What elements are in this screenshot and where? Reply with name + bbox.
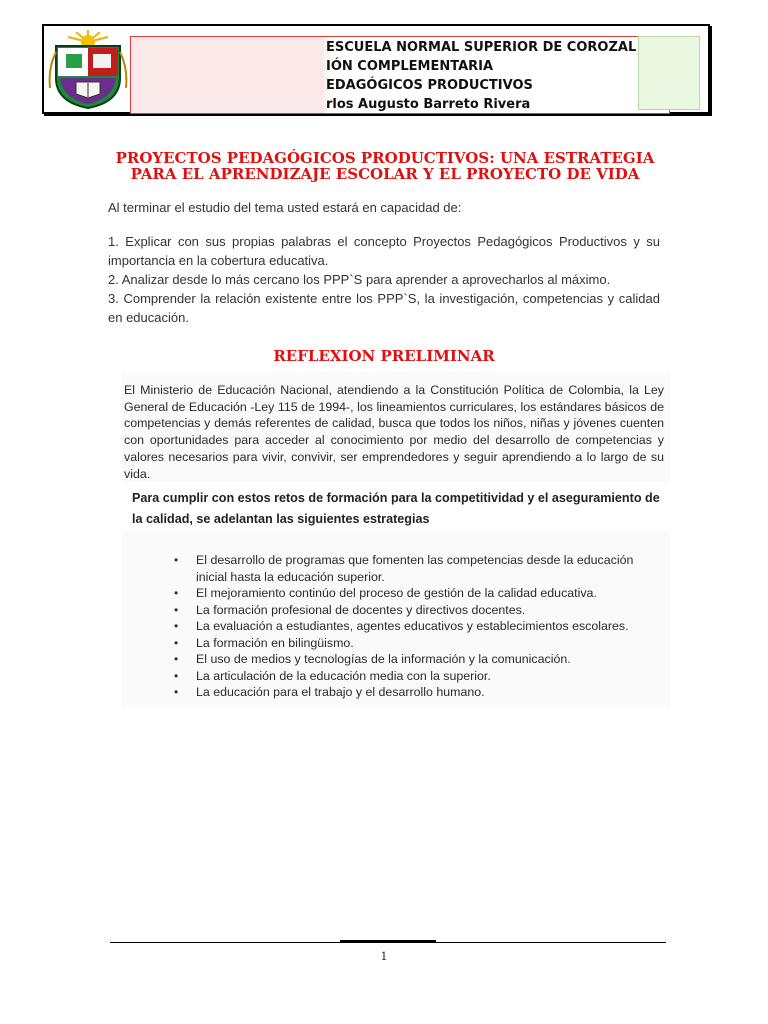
header-line-2: IÓN COMPLEMENTARIA xyxy=(326,59,494,74)
list-item: • El mejoramiento continúo del proceso de gestión de la calidad educativa. xyxy=(174,586,597,600)
list-item: • La educación para el trabajo y el desarrollo humano. xyxy=(174,685,485,699)
bullet-icon: • xyxy=(174,619,179,633)
school-shield-logo xyxy=(46,28,130,110)
objective-item: 1. Explicar con sus propias palabras el concepto Proyectos Pedagógicos Productivos y su importancia en la cobertura educativa. xyxy=(108,234,660,268)
list-item: • El desarrollo de programas que fomenten las competencias desde la educación inicial hasta la educación superior. xyxy=(174,553,634,584)
bullet-icon: • xyxy=(174,602,179,617)
title-line-2: PARA EL APRENDIZAJE ESCOLAR Y EL PROYECTO DE VIDA xyxy=(130,165,640,183)
embedded-text-image xyxy=(122,372,670,708)
bullet-icon: • xyxy=(174,685,179,699)
list-item: • La articulación de la educación media con la superior. xyxy=(174,668,491,683)
objective-item: 2. Analizar desde lo más cercano los PPP`S para aprender a aprovecharlos al máximo. xyxy=(108,272,611,287)
list-item: • La formación profesional de docentes y directivos docentes. xyxy=(174,602,526,617)
header-line-1: ESCUELA NORMAL SUPERIOR DE COROZAL xyxy=(326,40,637,55)
strategies-intro: Para cumplir con estos retos de formación para la competitividad y el aseguramiento de la calidad, se adelantan las siguientes estrategias xyxy=(132,491,660,526)
section-heading: REFLEXION PRELIMINAR xyxy=(273,347,495,365)
footer-rule-accent xyxy=(340,940,436,943)
header-green-box xyxy=(638,36,700,110)
header-title-lines xyxy=(326,38,636,114)
list-item: • La formación en bilingüismo. xyxy=(174,635,354,650)
list-item: • El uso de medios y tecnologías de la información y la comunicación. xyxy=(174,652,571,666)
intro-text: Al terminar el estudio del tema usted estará en capacidad de: xyxy=(108,200,462,215)
page-number: 1 xyxy=(380,950,388,963)
bullet-icon: • xyxy=(174,553,179,567)
title-line-1: PROYECTOS PEDAGÓGICOS PRODUCTIVOS: UNA ESTRATEGIA xyxy=(115,149,655,167)
bullet-icon: • xyxy=(174,586,179,600)
header-line-4: rlos Augusto Barreto Rivera xyxy=(326,97,531,112)
document-header xyxy=(42,24,710,114)
objective-item: 3. Comprender la relación existente entre los PPP`S, la investigación, competencias y calidad en educación. xyxy=(108,291,660,325)
bullet-icon: • xyxy=(174,635,179,650)
ministry-paragraph: El Ministerio de Educación Nacional, atendiendo a la Constitución Política de Colombia, la Ley General de Educación -Ley 115 de 1994-, los lineamientos curriculares, los estándares básicos de competencias y demás referentes de calidad, busca que todos los niños, niñas y jóvenes cuenten con oportunidades para acceder al conocimiento por medio del desarrollo de competencias y valores necesarios para vivir, convivir, ser emprendedores y seguir aprendiendo a lo largo de su vida. xyxy=(124,383,664,481)
document-title xyxy=(60,150,710,182)
strategies-list xyxy=(170,552,666,701)
bullet-icon: • xyxy=(174,652,179,666)
objectives-list xyxy=(108,232,660,327)
list-item: • La evaluación a estudiantes, agentes educativos y establecimientos escolares. xyxy=(174,619,629,633)
header-line-3: EDAGÓGICOS PRODUCTIVOS xyxy=(326,78,533,93)
bullet-icon: • xyxy=(174,668,179,683)
